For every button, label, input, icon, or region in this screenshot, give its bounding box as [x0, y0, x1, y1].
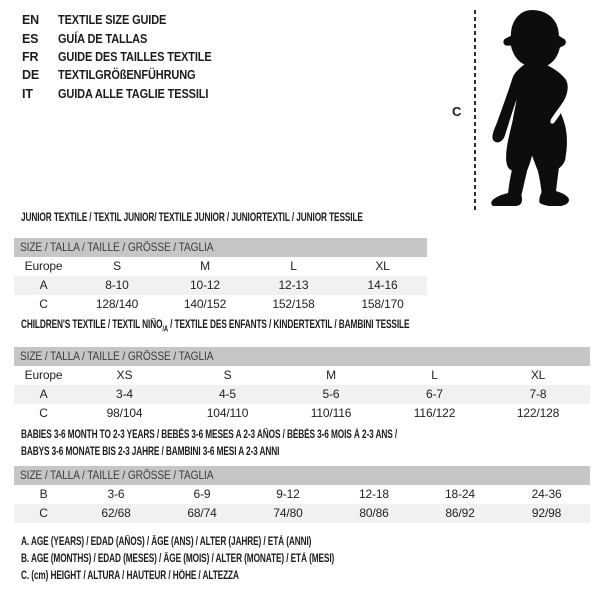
table-row-height	[14, 295, 427, 314]
language-code: IT	[22, 86, 33, 101]
height-cell: 128/140	[95, 297, 139, 311]
guide-title: GUIDA ALLE TAGLIE TESSILI	[58, 86, 209, 101]
row-label: A	[14, 276, 73, 295]
size-cell: XL	[375, 259, 390, 273]
size-header-text: SIZE / TALLA / TAILLE / GRÖSSE / TAGLIA	[19, 468, 214, 482]
size-header-bar	[14, 347, 590, 366]
table-row-europe	[14, 257, 427, 276]
months-cell: 3-6	[107, 487, 125, 501]
height-cell: 104/110	[206, 406, 249, 420]
height-cell: 86/92	[417, 504, 503, 523]
months-cell: 18-24	[445, 487, 475, 501]
height-cell: 62/68	[73, 504, 159, 523]
age-cell: 4-5	[176, 385, 279, 404]
age-cell: 14-16	[338, 276, 427, 295]
row-label: Europe	[24, 368, 63, 382]
guide-title: GUÍA DE TALLAS	[58, 31, 148, 46]
height-cell: 110/116	[310, 406, 352, 420]
title-line-2: BABYS 3-6 MONATE BIS 2-3 JAHRE / BAMBINI 3-6 MESI A 2-3 ANNI	[21, 445, 280, 458]
size-header-cell	[14, 347, 590, 366]
age-cell: 8-10	[73, 276, 161, 295]
months-cell: 9-12	[276, 487, 300, 501]
size-cell: M	[200, 259, 210, 273]
size-header-text: SIZE / TALLA / TAILLE / GRÖSSE / TAGLIA	[19, 349, 214, 363]
height-cell: 158/170	[361, 297, 404, 311]
size-header-cell	[14, 466, 590, 485]
language-code: ES	[22, 31, 39, 46]
junior-size-table	[14, 238, 427, 314]
height-cell: 152/158	[272, 297, 315, 311]
language-row-en	[22, 11, 233, 29]
size-cell: XS	[116, 368, 133, 382]
height-cell: 116/122	[413, 406, 456, 420]
guide-title: TEXTILE SIZE GUIDE	[58, 13, 167, 28]
babies-size-table	[14, 466, 590, 523]
height-cell: 98/104	[106, 406, 143, 420]
guide-title: TEXTILGRÖßENFÜHRUNG	[58, 68, 196, 83]
title-text: / TEXTILE DES ENFANTS / KINDERTEXTIL / BAMBINI TESSILE	[167, 319, 410, 331]
footnote-legend	[21, 534, 456, 585]
height-cell: 92/98	[503, 504, 590, 523]
children-size-table	[14, 347, 590, 423]
height-cell: 74/80	[245, 504, 331, 523]
height-cell: 122/128	[516, 406, 560, 420]
footnote-a: A. AGE (YEARS) / EDAD (AÑOS) / ÂGE (ANS) / ALTER (JAHRE) / ETÀ (ANNI)	[21, 536, 312, 548]
size-header-bar	[14, 466, 590, 485]
guide-title: GUIDE DES TAILLES TEXTILE	[58, 49, 212, 64]
language-code: EN	[22, 13, 40, 28]
size-cell: XL	[530, 368, 546, 382]
row-label: C	[39, 297, 48, 311]
row-label: Europe	[24, 259, 63, 273]
age-cell: 6-7	[383, 385, 486, 404]
table-row-age	[14, 276, 427, 295]
language-row-it	[22, 85, 233, 103]
size-header-cell	[14, 238, 427, 257]
language-code: DE	[22, 68, 40, 83]
footnote-b: B. AGE (MONTHS) / EDAD (MESES) / ÂGE (MOIS) / ALTER (MONATE) / ETÀ (MESI)	[21, 553, 335, 565]
title-subscript: /A	[162, 324, 168, 334]
months-cell: 24-36	[531, 487, 562, 501]
junior-table-title: JUNIOR TEXTILE / TEXTIL JUNIOR/ TEXTILE JUNIOR / JUNIORTEXTIL / JUNIOR TESSILE	[21, 212, 363, 224]
size-cell: S	[223, 368, 232, 382]
age-cell: 7-8	[486, 385, 590, 404]
size-cell: L	[431, 368, 438, 382]
toddler-silhouette-icon	[484, 8, 580, 206]
language-row-es	[22, 29, 233, 47]
size-header-bar	[14, 238, 427, 257]
age-cell: 10-12	[161, 276, 249, 295]
language-title-list	[22, 11, 233, 103]
table-row-europe	[14, 366, 590, 385]
row-label: C	[39, 406, 48, 420]
height-measure-label: C	[452, 104, 462, 119]
size-cell: M	[326, 368, 336, 382]
row-label: C	[14, 504, 73, 523]
footnote-c: C. (cm) HEIGHT / ALTURA / HAUTEUR / HÖHE / ALTEZZA	[21, 570, 239, 582]
height-cell: 140/152	[183, 297, 227, 311]
row-label: B	[39, 487, 48, 501]
title-line-1: BABIES 3-6 MONTH TO 2-3 YEARS / BEBÉS 3-6 MESES A 2-3 AÑOS / BÉBÉS 3-6 MOIS À 2-3 ANS /	[21, 429, 398, 441]
height-cell: 80/86	[331, 504, 417, 523]
table-row-months	[14, 485, 590, 504]
children-table-title	[21, 319, 409, 333]
size-cell: S	[113, 259, 121, 273]
table-row-height	[14, 404, 590, 423]
age-cell: 3-4	[73, 385, 176, 404]
table-row-height	[14, 504, 590, 523]
size-header-text: SIZE / TALLA / TAILLE / GRÖSSE / TAGLIA	[19, 240, 214, 254]
row-label: A	[14, 385, 73, 404]
language-code: FR	[22, 49, 39, 64]
months-cell: 12-18	[359, 487, 389, 501]
height-cell: 68/74	[159, 504, 245, 523]
language-row-fr	[22, 48, 233, 66]
age-cell: 5-6	[279, 385, 383, 404]
language-row-de	[22, 66, 233, 84]
babies-table-title	[21, 427, 397, 460]
title-text: CHILDREN'S TEXTILE / TEXTIL NIÑO	[21, 319, 163, 331]
months-cell: 6-9	[193, 487, 211, 501]
age-cell: 12-13	[249, 276, 338, 295]
height-dashed-line	[474, 10, 476, 211]
size-cell: L	[290, 259, 297, 273]
table-row-age	[14, 385, 590, 404]
